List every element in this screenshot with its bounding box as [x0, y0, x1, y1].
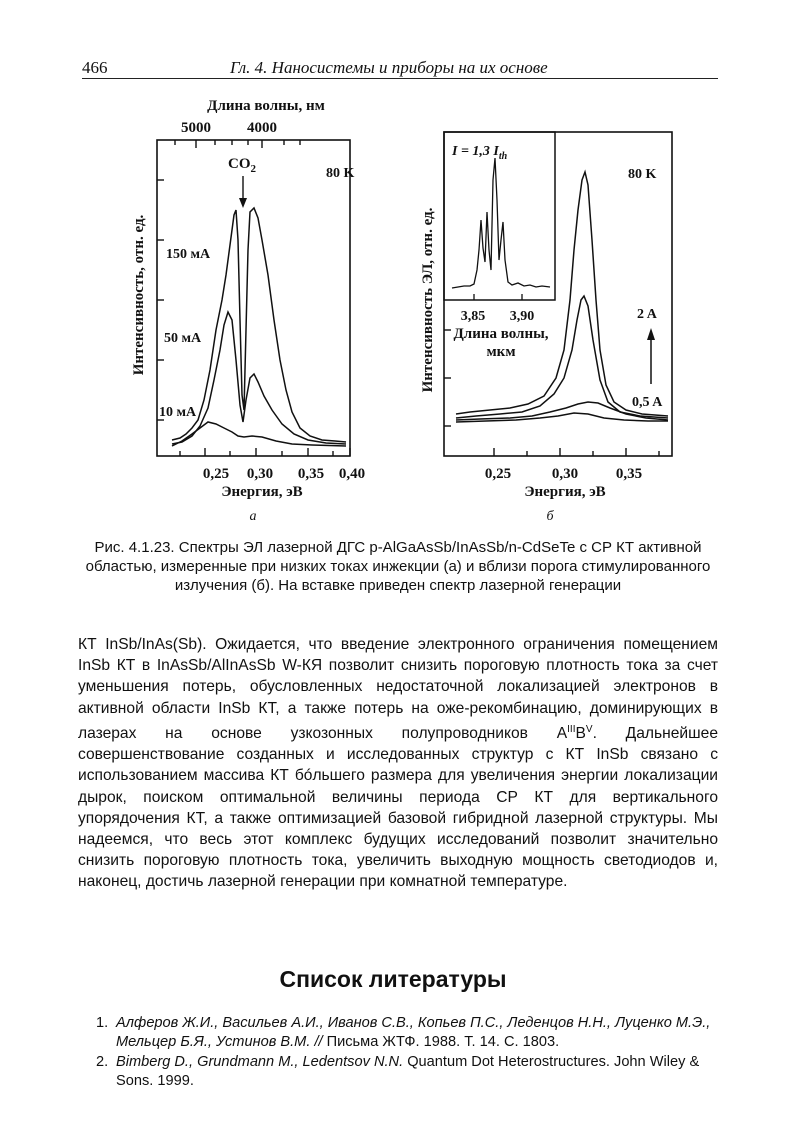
inset-tick-label: 3,90	[509, 309, 535, 324]
reference-number: 1.	[96, 1015, 109, 1031]
panel-b-y-ticks	[444, 330, 451, 426]
current-label-05a: 0,5 A	[632, 395, 663, 410]
inset-x-axis-label-unit: мкм	[486, 344, 516, 360]
caption-text: Спектры ЭЛ лазерной ДГС p-AlGaAsSb/InAsSb/n-CdSeTe с СР КТ активной областью, измеренные при низких токах инжекции (а) и вблизи порога стимулированного излучения (б). На вставке приведен спектр лазерной генерации	[85, 539, 711, 594]
page-number: 466	[82, 58, 108, 77]
panel-a-top-axis-title: Длина волны, нм	[207, 98, 325, 114]
panel-a-y-ticks	[157, 180, 164, 420]
superscript-v: V	[585, 723, 593, 735]
panel-a-x-tick-label: 0,25	[202, 466, 230, 482]
reference-item	[96, 1053, 722, 1090]
curve-label-10ma: 10 мА	[159, 405, 197, 420]
panel-a-top-tick-label: 4000	[247, 120, 277, 136]
panel-a-top-ticks	[175, 140, 300, 148]
panel-b	[420, 132, 672, 524]
body-text-part1: КТ InSb/InAs(Sb). Ожидается, что введение электронного ограничения помещением InSb КТ в InAsSb/AlInAsSb W-КЯ позволит снизить пороговую плотность тока за счет уменьшения потерь, обусловленных недостаточной локализацией электронов в активной области InSb КТ, а также потерь на оже-рекомбинацию, доминирующих в лазерах на основе узкозонных полупроводников A	[78, 636, 718, 742]
panel-a-x-axis-label: Энергия, эВ	[221, 484, 303, 500]
panel-a-temperature: 80 K	[326, 166, 355, 181]
panel-b-x-ticks	[494, 448, 659, 456]
inset-current-label: I = 1,3 $I_{th}$	[452, 144, 508, 162]
current-arrow	[647, 328, 655, 384]
inset-tick-label: 3,85	[460, 309, 486, 324]
panel-b-x-tick-label: 0,25	[484, 466, 512, 482]
panel-b-temperature: 80 K	[628, 167, 657, 182]
inset-lasing-spectrum	[452, 158, 550, 288]
figure-caption	[78, 538, 718, 595]
body-text-part2: . Дальнейшее совершенствование созданных и исследованных структур с КТ InSb связано с использованием массива КТ бóльшего размера для увеличения энергии локализации дырок, поиском оптимальной величины периода СР КТ для вертикального упорядочения КТ, а также оптимизацией базовой гибридной лазерной структуры. Мы надеемся, что весь этот комплекс будущих исследований позволит значительно снизить пороговую плотность тока, увеличить выходную мощность светодиодов и, наконец, достичь лазерной генерации при комнатной температуре.	[78, 725, 718, 891]
panel-a-x-tick-label: 0,35	[297, 466, 325, 482]
panel-a-top-tick-label: 5000	[181, 120, 211, 136]
current-label-2a: 2 A	[637, 307, 657, 322]
panel-b-x-tick-label: 0,30	[551, 466, 579, 482]
reference-number: 2.	[96, 1054, 109, 1071]
running-title: Гл. 4. Наносистемы и приборы на их основе	[230, 58, 548, 77]
references-heading: Список литературы	[279, 966, 507, 992]
panel-a-y-axis-label: Интенсивность, отн. ед.	[131, 214, 147, 376]
panel-b-x-tick-label: 0,35	[615, 466, 643, 482]
caption-label: Рис. 4.1.23.	[94, 539, 175, 556]
panel-a	[131, 98, 365, 524]
inset-x-ticks	[474, 294, 522, 300]
panel-b-y-axis-label: Интенсивность ЭЛ, отн. ед.	[420, 207, 436, 393]
spectrum-curve-2a	[456, 172, 668, 416]
spectrum-curve-150ma	[172, 208, 346, 442]
body-letter-b: B	[575, 725, 586, 742]
curve-label-50ma: 50 мА	[164, 331, 202, 346]
superscript-iii: III	[567, 723, 576, 735]
reference-item	[96, 1014, 722, 1051]
body-paragraph	[78, 634, 718, 893]
inset-x-axis-label: Длина волны,	[453, 326, 549, 342]
body-text	[78, 634, 718, 893]
panel-a-x-tick-label: 0,40	[338, 466, 366, 482]
references-list	[96, 1014, 722, 1092]
reference-source: Quantum Dot Heterostructures. John Wiley & Sons. 1999.	[116, 1054, 700, 1089]
panel-b-x-axis-label: Энергия, эВ	[524, 484, 606, 500]
panel-a-x-ticks	[180, 448, 350, 456]
co2-arrow	[239, 176, 247, 208]
reference-authors: Bimberg D., Grundmann M., Ledentsov N.N.	[116, 1054, 404, 1071]
co2-label: $CO_2$	[228, 156, 256, 175]
panel-a-x-tick-label: 0,30	[246, 466, 274, 482]
reference-authors: Алферов Ж.И., Васильев А.И., Иванов С.В., Копьев П.С., Леденцов Н.Н., Луценко М.Э., Мельцер Б.Я., Устинов В.М. //	[116, 1015, 711, 1050]
panel-b-letter: б	[546, 509, 554, 524]
panel-a-letter: а	[249, 509, 257, 524]
figure	[0, 0, 786, 530]
reference-source: Письма ЖТФ. 1988. Т. 14. С. 1803.	[322, 1033, 560, 1050]
curve-label-150ma: 150 мА	[166, 247, 211, 262]
